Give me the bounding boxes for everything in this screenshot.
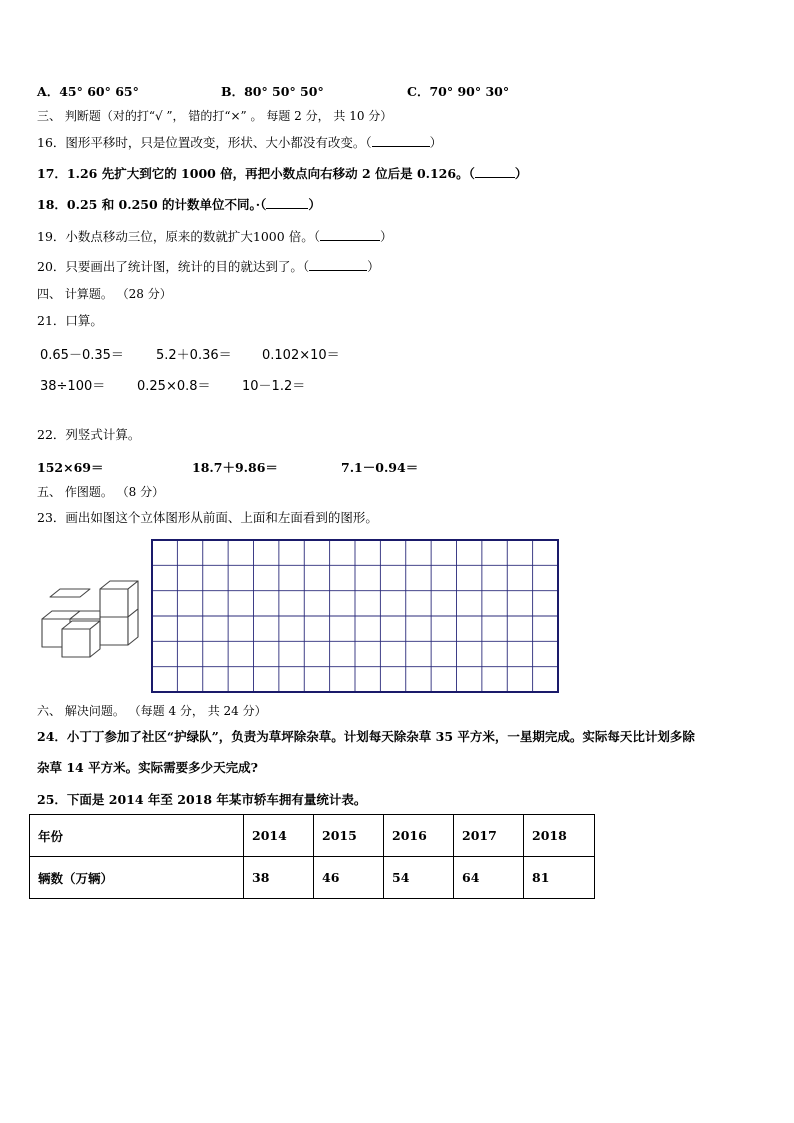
cube-figure (38, 577, 143, 661)
option-a: A．45° 60° 65° (37, 84, 139, 99)
table-row-years (30, 815, 595, 857)
answer-blank-20[interactable] (309, 259, 367, 271)
top-cube-front-face (100, 589, 128, 617)
question-18 (37, 197, 321, 213)
section3-heading: 三、 判断题（对的打“√ ”， 错的打“×” 。 每题 2 分， 共 10 分） (37, 109, 393, 123)
table-cell: 64 (454, 857, 524, 899)
option-c: C．70° 90° 30° (407, 84, 510, 99)
front-cube-front-face (62, 629, 90, 657)
oral-calc-5: 0.25×0.8＝ (137, 379, 211, 394)
oral-calc-1: 0.65－0.35＝ (40, 348, 124, 363)
paren-close: ） (367, 259, 380, 274)
section6-heading: 六、 解决问题。 （每题 4 分， 共 24 分） (37, 704, 267, 718)
question-18-text: 18．0.25 和 0.250 的计数单位不同。·（ (37, 197, 267, 212)
table-header-count: 辆数（万辆） (30, 857, 244, 899)
question-19-text: 19．小数点移动三位，原来的数就扩大1000 倍。（ (37, 229, 320, 244)
answer-blank-19[interactable] (320, 229, 380, 241)
table-header-year: 年份 (30, 815, 244, 857)
table-cell: 2014 (244, 815, 314, 857)
table-cell: 2015 (314, 815, 384, 857)
paren-close: ） (514, 166, 528, 181)
answer-blank-18[interactable] (266, 197, 308, 209)
bottom-right-cube-front (100, 617, 128, 645)
question-20-text: 20．只要画出了统计图，统计的目的就达到了。（ (37, 259, 310, 274)
oral-calc-6: 10－1.2＝ (242, 379, 306, 394)
oral-calc-2: 5.2＋0.36＝ (156, 348, 232, 363)
question-22: 22．列竖式计算。 (37, 427, 141, 442)
car-stats-table (29, 814, 595, 899)
vertical-calc-3: 7.1－0.94＝ (341, 460, 419, 475)
paren-close: ） (379, 229, 393, 244)
paren-close: ） (429, 135, 443, 150)
question-19 (37, 229, 392, 245)
table-cell: 2018 (524, 815, 595, 857)
question-24-line2: 杂草 14 平方米。实际需要多少天完成? (37, 760, 258, 775)
table-row-counts (30, 857, 595, 899)
oral-calc-3: 0.102×10＝ (262, 348, 340, 363)
table-cell: 54 (384, 857, 454, 899)
question-20 (37, 259, 380, 275)
question-21: 21．口算。 (37, 313, 103, 328)
table-cell: 2017 (454, 815, 524, 857)
section4-heading: 四、 计算题。 （28 分） (37, 287, 172, 301)
oral-calc-4: 38÷100＝ (40, 379, 106, 394)
table-cell: 38 (244, 857, 314, 899)
paren-close: ） (308, 197, 321, 212)
section5-heading: 五、 作图题。 （8 分） (37, 485, 165, 499)
question-23: 23．画出如图这个立体图形从前面、上面和左面看到的图形。 (37, 510, 378, 525)
option-b: B．80° 50° 50° (221, 84, 324, 99)
question-16-text: 16．图形平移时，只是位置改变，形状、大小都没有改变。（ (37, 135, 372, 150)
table-cell: 2016 (384, 815, 454, 857)
answer-blank-17[interactable] (475, 166, 515, 178)
question-17 (37, 166, 527, 182)
vertical-calc-2: 18.7＋9.86＝ (192, 460, 278, 475)
drawing-grid[interactable] (151, 539, 559, 693)
question-25: 25．下面是 2014 年至 2018 年某市轿车拥有量统计表。 (37, 792, 367, 807)
table-cell: 46 (314, 857, 384, 899)
vertical-calc-1: 152×69＝ (37, 460, 104, 475)
answer-blank-16[interactable] (372, 135, 430, 147)
question-16 (37, 135, 442, 151)
question-24-line1: 24．小丁丁参加了社区“护绿队”，负责为草坪除杂草。计划每天除杂草 35 平方米，一星期完成。实际每天比计划多除 (37, 729, 695, 744)
table-cell: 81 (524, 857, 595, 899)
question-17-text: 17．1.26 先扩大到它的 1000 倍，再把小数点向右移动 2 位后是 0.126。（ (37, 166, 475, 181)
